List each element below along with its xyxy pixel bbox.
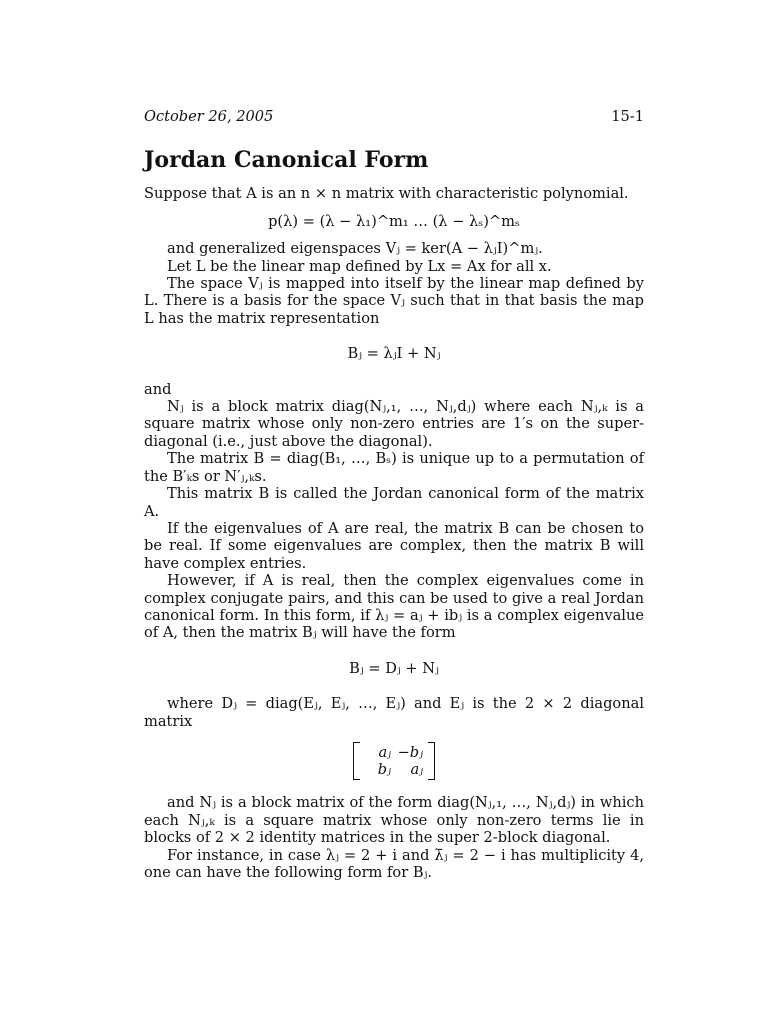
matrix-cell: aⱼ [378, 743, 391, 761]
paragraph-example: For instance, in case λⱼ = 2 + i and λ̄ⱼ = 2 − i has multiplicity 4, one can have the following form for Bⱼ. [144, 846, 644, 881]
equation-char-poly: p(λ) = (λ − λ₁)^m₁ … (λ − λₛ)^mₛ [268, 212, 520, 230]
header-date: October 26, 2005 [144, 108, 274, 125]
paragraph-complex-pairs: However, if A is real, then the complex eigenvalues come in complex conjugate pairs, and this can be used to give a real Jordan canonical form. In this form, if λⱼ = aⱼ + ibⱼ is a complex eigenvalue of A, then the matrix Bⱼ will have the form [144, 572, 644, 642]
paragraph-intro: Suppose that A is an n × n matrix with characteristic polynomial. [144, 185, 629, 203]
matrix-cell: bⱼ [377, 760, 391, 778]
matrix-ej [144, 740, 644, 784]
paragraph-linear-map: Let L be the linear map defined by Lx = Ax for all x. [167, 257, 552, 275]
running-header [144, 108, 644, 125]
paragraph-basis: The space Vⱼ is mapped into itself by the linear map defined by L. There is a basis for the space Vⱼ such that in that basis the map L has the matrix representation [144, 275, 644, 327]
header-page-number: 15-1 [611, 108, 644, 125]
paragraph-unique: The matrix B = diag(B₁, …, Bₛ) is unique up to a permutation of the B′ₖs or N′ⱼ,ₖs. [144, 450, 644, 485]
paragraph-nj-block: and Nⱼ is a block matrix of the form diag(Nⱼ,₁, …, Nⱼ,dⱼ) in which each Nⱼ,ₖ is a square matrix whose only non-zero terms lie in blocks of 2 × 2 identity matrices in the super 2-block diagonal. [144, 794, 644, 847]
matrix-cell: aⱼ [410, 760, 423, 778]
matrix-cell: −bⱼ [397, 743, 423, 761]
equation-bj: Bⱼ = λⱼI + Nⱼ [347, 345, 441, 363]
matrix-right-bracket [428, 742, 435, 780]
document-page [144, 108, 644, 881]
paragraph-dj-definition: where Dⱼ = diag(Eⱼ, Eⱼ, …, Eⱼ) and Eⱼ is the 2 × 2 diagonal matrix [144, 695, 644, 730]
matrix-left-bracket [353, 742, 360, 780]
paragraph-jordan-form: This matrix B is called the Jordan canonical form of the matrix A. [144, 485, 644, 520]
paragraph-eigenspaces: and generalized eigenspaces Vⱼ = ker(A − λⱼI)^mⱼ. [167, 240, 543, 258]
equation-bj-dj: Bⱼ = Dⱼ + Nⱼ [349, 659, 439, 677]
paragraph-block-matrix: Nⱼ is a block matrix diag(Nⱼ,₁, …, Nⱼ,dⱼ) where each Nⱼ,ₖ is a square matrix whose only non-zero entries are 1′s on the super-diagonal (i.e., just above the diagonal). [144, 398, 644, 450]
section-title: Jordan Canonical Form [144, 147, 429, 174]
paragraph-and: and [144, 380, 172, 398]
paragraph-real-eigenvalues: If the eigenvalues of A are real, the matrix B can be chosen to be real. If some eigenvalues are complex, then the matrix B will have complex entries. [144, 519, 644, 572]
